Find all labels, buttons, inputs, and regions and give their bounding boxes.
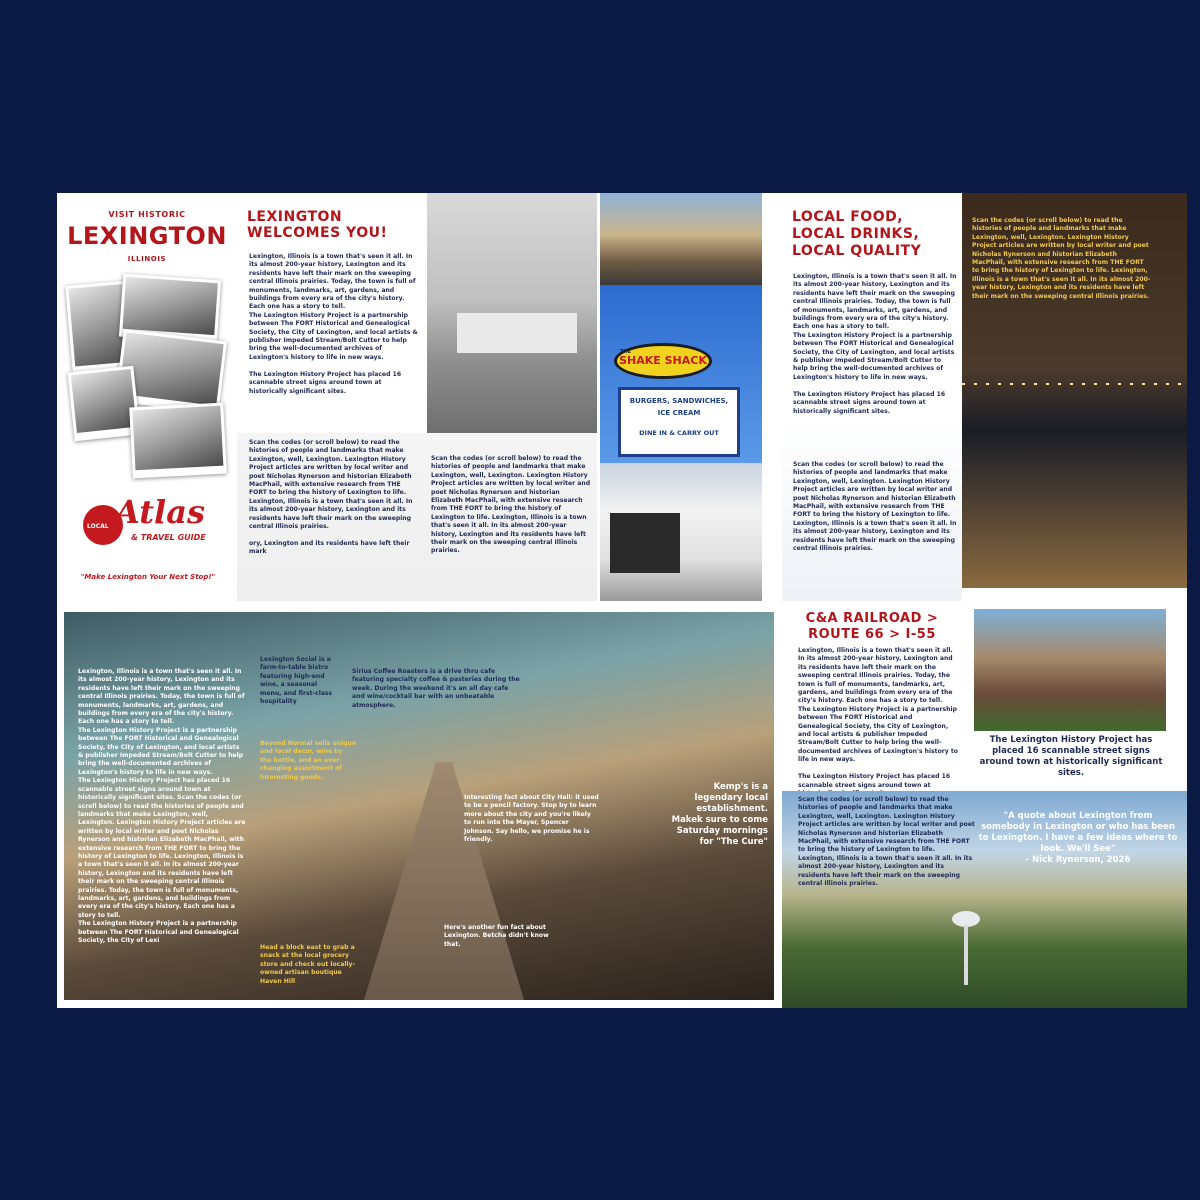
railroad-heading: C&A RAILROAD > ROUTE 66 > I-55	[805, 611, 939, 642]
menu-line-3: DINE IN & CARRY OUT	[639, 429, 719, 437]
historic-photo-5	[129, 403, 227, 479]
bar-photo-panel	[962, 193, 1187, 588]
yellow-overlay-text: Scan the codes (or scroll below) to read the histories of people and landmarks that make Lexington, well, Lexington. Lexington History Project articles are written by local writer and poet Nicholas Rynerson and historian Elizabeth MacPhail, with extensive research from THE FORT to bring the history of Lexington to life. Lexington, Illinois is a town that's seen it all. In its almost 200-year history, Lexington and its residents have left their mark on the sweeping central Illinois prairies.	[972, 217, 1151, 300]
shake-shack-name: SHAKE SHACK	[619, 354, 707, 367]
local-food-heading: LOCAL FOOD, LOCAL DRINKS, LOCAL QUALITY	[792, 209, 922, 259]
food-photos-column	[600, 193, 762, 601]
shake-shack-the: THE	[620, 349, 632, 355]
atlas-wordmark: Atlas	[115, 493, 205, 531]
mobil-building	[457, 313, 577, 353]
lexington-social-note: Lexington Social is a farm-to-table bistro featuring high-end wine, a seasonal menu, and first-class hospitality	[260, 656, 333, 706]
cover-panel	[57, 193, 237, 601]
railroad-body: Lexington, Illinois is a town that's seen it all. In its almost 200-year history, Lexington and its residents have left their mark on the sweeping central Illinois prairies. Today, the town is full of monuments, landmarks, art, gardens, and buildings from every era of the city's history. Each one has a story to tell. The Lexington History Project is a partnership between The FORT Historical and Genealogical Society, the City of Lexington, and local artists & publisher Impeded Stream/Bolt Cutter to help bring the well-documented archives of Lexington's history to life in new ways. The Lexington History Project has placed 16 scannable street signs around town at	[798, 647, 958, 789]
railroad-panel	[782, 601, 1187, 1008]
gas-station-photo	[427, 193, 597, 433]
water-tower-leg	[964, 925, 968, 985]
street-left-column: Lexington, Illinois is a town that's seen it all. In its almost 200-year history, Lexington and its residents have left their mark on the sweeping central Illinois prairies. Today, the town is full of monuments, landmarks, art, gardens, and buildings from every era of the city's history. Each one has a story to tell. The Lexington History Project is a partnership between The FORT Historical and Genealogical Society, the City of Lexington, and local artists & publisher Impeded Stream/Bolt Cutter to help bring the well-documented archives of Lexington's history to life in new ways. The Lexington History Project has placed 16 scannable street signs around town at historically significant sites. Scan the codes (or scroll below) to read the histories of people and landmarks that make Lexington, well, Lexington. Lexington History Project articles are written by local writer and poet Nicholas Rynerson and historian Elizabeth MacPhail, with extensive research from THE FORT to bring the history of Lexington to life. Lexington, Illinois is a town that's seen it all. In its almost 200-year history, Lexington and its residents have left their mark on the sweeping central Illinois prairies. Today, the town is full of monuments, landmarks, art, gardens, and buildings from every era of the city's history. Each one has a story to tell. The Lexington History Project is a partnership between The FORT Historical and Genealogical Society, the City of Lexi	[78, 668, 246, 944]
grocery-note: Head a block east to grab a snack at the local grocery store and check out locally-owned artisan boutique Haven Hill	[260, 944, 356, 985]
town-name: LEXINGTON	[67, 222, 227, 250]
city-hall-note: Interesting fact about City Hall: it used to be a pencil factory. Stop by to learn more about the city and you're likely to run into the Mayer, Spencer Johnson. Say hello, we promise he is friendly.	[464, 794, 599, 844]
lexington-quote: "A quote about Lexington from somebody in Lexington or who has been to Lexington. I have a few ideas where to look. We'll See" - Nick Rynerson, 2026	[978, 811, 1178, 865]
atlas-local-label: LOCAL	[87, 523, 109, 530]
main-street-panel	[64, 612, 774, 1000]
kemps-note: Kemp's is a legendary local establishment. Makek sure to come Saturday mornings for "The Cure"	[671, 782, 768, 847]
white-building-photo	[600, 463, 762, 601]
victorian-house-photo	[974, 609, 1166, 731]
fun-fact-note: Here's another fun fact about Lexington. Betcha didn't know that.	[444, 924, 549, 948]
railroad-caption: The Lexington History Project has placed 16 scannable street signs around town at historically significant sites.	[979, 735, 1163, 778]
welcome-body-2: Scan the codes (or scroll below) to read the histories of people and landmarks that make Lexington, well, Lexington. Lexington History Project articles are written by local writer and poet Nicholas Rynerson and historian Elizabeth MacPhail, with extensive research from THE FORT to bring the history of Lexington to life. Lexington, Illinois is a town that's seen it all. In its almost 200-year history, Lexington and its residents have left their mark on the sweeping central Illinois prairies. ory, Lexington and its residents have left their mark	[249, 439, 413, 556]
beyond-normal-note: Beyond Normal sells unique and local decor, wine by the bottle, and an ever-changing assortment of interesting goods.	[260, 740, 357, 781]
cover-tagline: "Make Lexington Your Next Stop!"	[80, 573, 216, 581]
brochure-sheet	[57, 193, 1187, 1008]
welcome-body-3: Scan the codes (or scroll below) to read the histories of people and landmarks that make Lexington, well, Lexington. Lexington History Project articles are written by local writer and poet Nicholas Rynerson and historian Elizabeth MacPhail, with extensive research from THE FORT to bring the history of Lexington to life. Lexington, Illinois is a town that's seen it all. In its almost 200-year history, Lexington and its residents have left their mark on the sweeping central Illinois prairies.	[431, 455, 591, 555]
state-name: ILLINOIS	[127, 255, 167, 263]
local-food-body-2: Scan the codes (or scroll below) to read the histories of people and landmarks that make Lexington, well, Lexington. Lexington History Project articles are written by local writer and poet Nicholas Rynerson and historian Elizabeth MacPhail, with extensive research from THE FORT to bring the history of Lexington to life. Lexington, Illinois is a town that's seen it all. In its almost 200-year history, Lexington and its residents have left their mark on the sweeping central Illinois prairies.	[793, 461, 957, 553]
visit-historic-label: VISIT HISTORIC	[108, 210, 186, 219]
welcome-panel	[237, 193, 597, 601]
storefront-photo	[600, 193, 762, 285]
menu-line-2: ICE CREAM	[657, 409, 701, 417]
sirius-coffee-note: Sirius Coffee Roasters is a drive thru cafe featuring specialty coffee & pasteries during the week. During the weekend it's an all day cafe and wine/cocktail bar with an unbeatable atmosphere.	[352, 668, 520, 709]
menu-line-1: BURGERS, SANDWICHES,	[629, 397, 729, 405]
shake-shack-photo	[600, 285, 762, 463]
welcome-body-1: Lexington, Illinois is a town that's seen it all. In its almost 200-year history, Lexington and its residents have left their mark on the sweeping central Illinois prairies. Today, the town is full of monuments, landmarks, art, gardens, and buildings from every era of the city's history. Each one has a story to tell. The Lexington History Project is a partnership between The FORT Historical and Genealogical Society, the City of Lexington, and local artists & publisher Impeded Stream/Bolt Cutter to help bring the well-documented archives of Lexington's history to life in new ways. The Lexington History Project has placed 16 scannable street signs around town at historically significant sites.	[249, 253, 418, 395]
local-food-panel	[782, 193, 962, 601]
railroad-overlay-text: Scan the codes (or scroll below) to read the histories of people and landmarks that make Lexington, well, Lexington. Lexington History Project articles are written by local writer and poet Nicholas Rynerson and historian Elizabeth MacPhail, with extensive research from THE FORT to bring the history of Lexington to life. Lexington, Illinois is a town that's seen it all. In its almost 200-year history, Lexington and its residents have left their mark on the sweeping central Illinois prairies.	[798, 796, 975, 888]
welcome-heading: LEXINGTON WELCOMES YOU!	[247, 209, 388, 241]
garage-doors	[610, 513, 680, 573]
string-lights	[962, 383, 1187, 385]
travel-guide-label: & TRAVEL GUIDE	[131, 533, 206, 542]
local-food-body-1: Lexington, Illinois is a town that's seen it all. In its almost 200-year history, Lexington and its residents have left their mark on the sweeping central Illinois prairies. Today, the town is full of monuments, landmarks, art, gardens, and buildings from every era of the city's history. Each one has a story to tell. The Lexington History Project is a partnership between The FORT Historical and Genealogical Society, the City of Lexington, and local artists & publisher Impeded Stream/Bolt Cutter to help bring the well-documented archives of Lexington's history to life in new ways. The Lexington History Project has placed 16 scannable street signs around town at historically significant sites.	[793, 273, 957, 415]
